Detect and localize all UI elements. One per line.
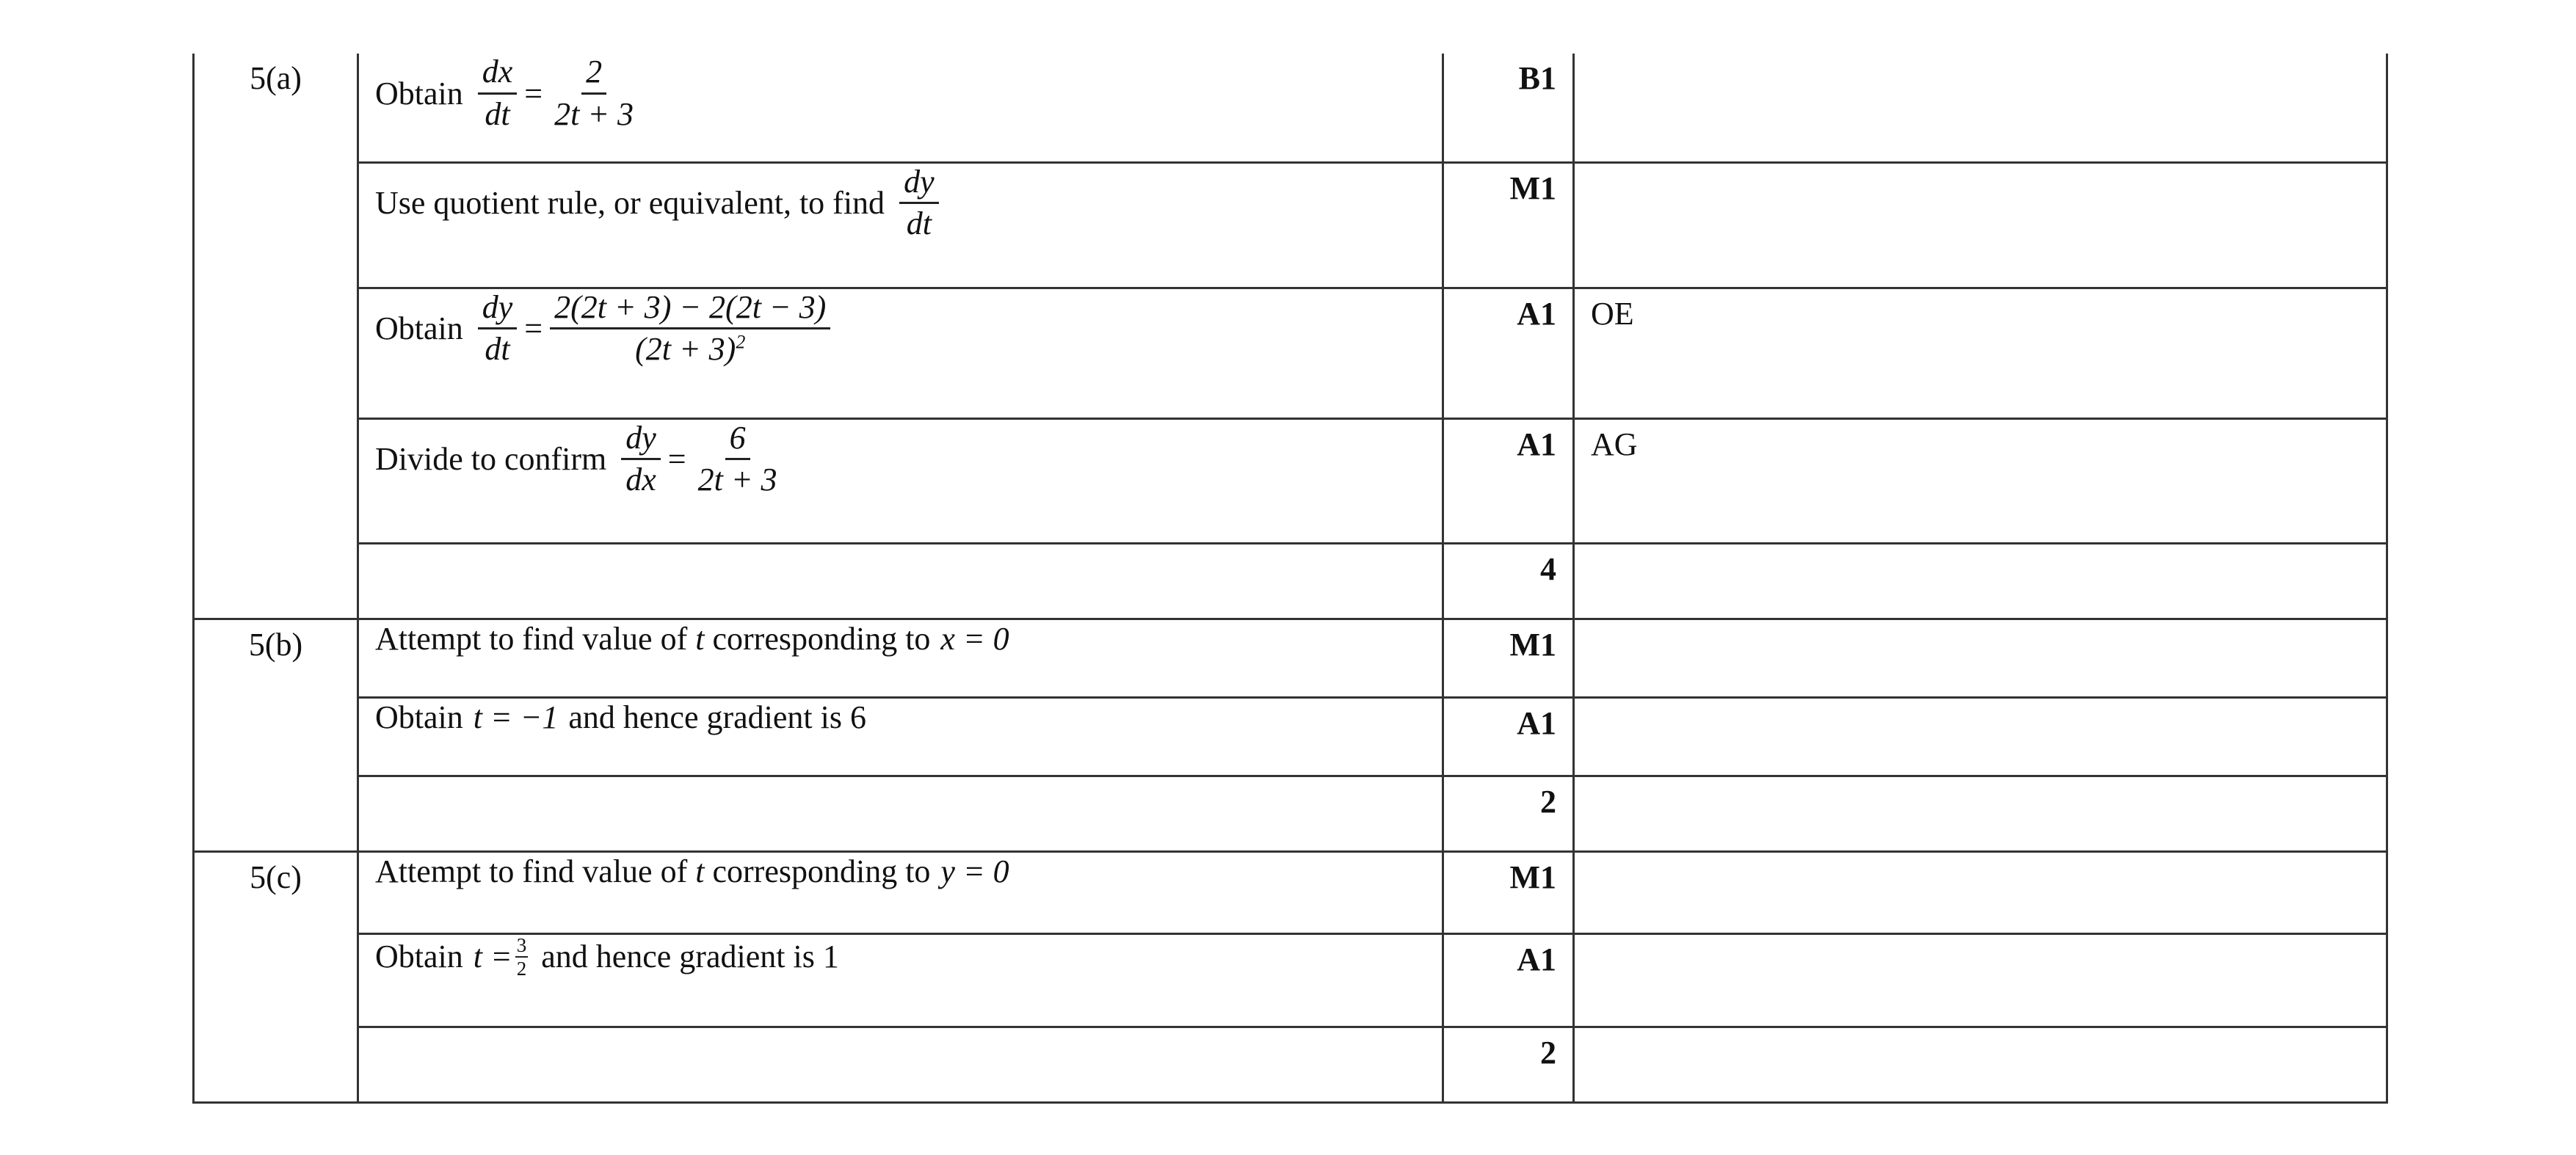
guidance — [1574, 933, 2387, 1027]
answer-cell: Obtain $\frac{dx}{dt}$ = $\frac{2}{2t + 3}$ — [358, 54, 1443, 162]
table-row — [194, 851, 2387, 933]
guidance: OE — [1574, 288, 2387, 418]
guidance — [1574, 162, 2387, 288]
mark: B1 — [1443, 54, 1574, 162]
mark: M1 — [1443, 619, 1574, 697]
derivative-fraction: $\frac{dy}{dt}$ — [478, 289, 518, 368]
answer-cell: Obtain t = −1 and hence gradient is 6 — [358, 697, 1443, 776]
table-row — [194, 162, 2387, 288]
guidance — [1574, 776, 2387, 851]
guidance — [1574, 697, 2387, 776]
mark: A1 — [1443, 288, 1574, 418]
question-label: 5(c) — [194, 851, 358, 1102]
mark: A1 — [1443, 697, 1574, 776]
answer-cell: Obtain t = $\frac{3}{2}$ and hence gradient is 1 — [358, 933, 1443, 1027]
equation: x = 0 — [940, 620, 1009, 657]
guidance — [1574, 543, 2387, 619]
result-fraction: $\frac{2(2t + 3) - 2(2t - 3)}{(2t + 3)^2}$ — [550, 289, 830, 368]
answer-cell: Divide to confirm $\frac{dy}{dx}$ = $\frac{6}{2t + 3}$ — [358, 418, 1443, 543]
result-fraction: $\frac{6}{2t + 3}$ — [697, 419, 777, 498]
equation: t = −1 — [473, 699, 559, 735]
mark: A1 — [1443, 933, 1574, 1027]
guidance — [1574, 54, 2387, 162]
result-fraction: $\frac{2}{2t + 3}$ — [554, 54, 634, 132]
derivative-fraction: $\frac{dy}{dt}$ — [899, 164, 939, 243]
question-label: 5(b) — [194, 619, 358, 851]
guidance — [1574, 619, 2387, 697]
answer-text: Use quotient rule, or equivalent, to find — [375, 185, 885, 222]
mark-total: 2 — [1443, 1027, 1574, 1102]
answer-cell: Obtain $\frac{dy}{dt}$ = $\frac{2(2t + 3) - 2(2t - 3)}{(2t + 3)^2}$ — [358, 288, 1443, 418]
table-row — [194, 418, 2387, 543]
table-row — [194, 543, 2387, 619]
table-row — [194, 697, 2387, 776]
question-label: 5(a) — [194, 54, 358, 619]
value-fraction: $\frac{3}{2}$ — [516, 933, 527, 980]
table-row — [194, 619, 2387, 697]
table-row — [194, 54, 2387, 162]
answer-cell — [358, 162, 1443, 288]
answer-cell: Attempt to find value of t corresponding to x = 0 — [358, 619, 1443, 697]
derivative-fraction: $\frac{dx}{dt}$ — [478, 54, 518, 133]
mark: M1 — [1443, 851, 1574, 933]
answer-text: Divide to confirm — [375, 441, 607, 478]
table-row — [194, 933, 2387, 1027]
answer-cell — [358, 1027, 1443, 1102]
mark-total: 4 — [1443, 543, 1574, 619]
mark: A1 — [1443, 418, 1574, 543]
guidance — [1574, 1027, 2387, 1102]
derivative-fraction: $\frac{dy}{dx}$ — [621, 420, 661, 499]
mark-total: 2 — [1443, 776, 1574, 851]
guidance — [1574, 851, 2387, 933]
answer-cell — [358, 543, 1443, 619]
table-row — [194, 288, 2387, 418]
guidance: AG — [1574, 418, 2387, 543]
answer-text: Obtain — [375, 75, 463, 112]
answer-text: Obtain — [375, 310, 463, 347]
answer-cell: Attempt to find value of t corresponding to y = 0 — [358, 851, 1443, 933]
equation: t = — [473, 939, 512, 975]
mark-scheme-table — [192, 54, 2388, 1104]
answer-cell — [358, 776, 1443, 851]
mark: M1 — [1443, 162, 1574, 288]
equation: y = 0 — [940, 853, 1009, 889]
table-row — [194, 776, 2387, 851]
table-row — [194, 1027, 2387, 1102]
